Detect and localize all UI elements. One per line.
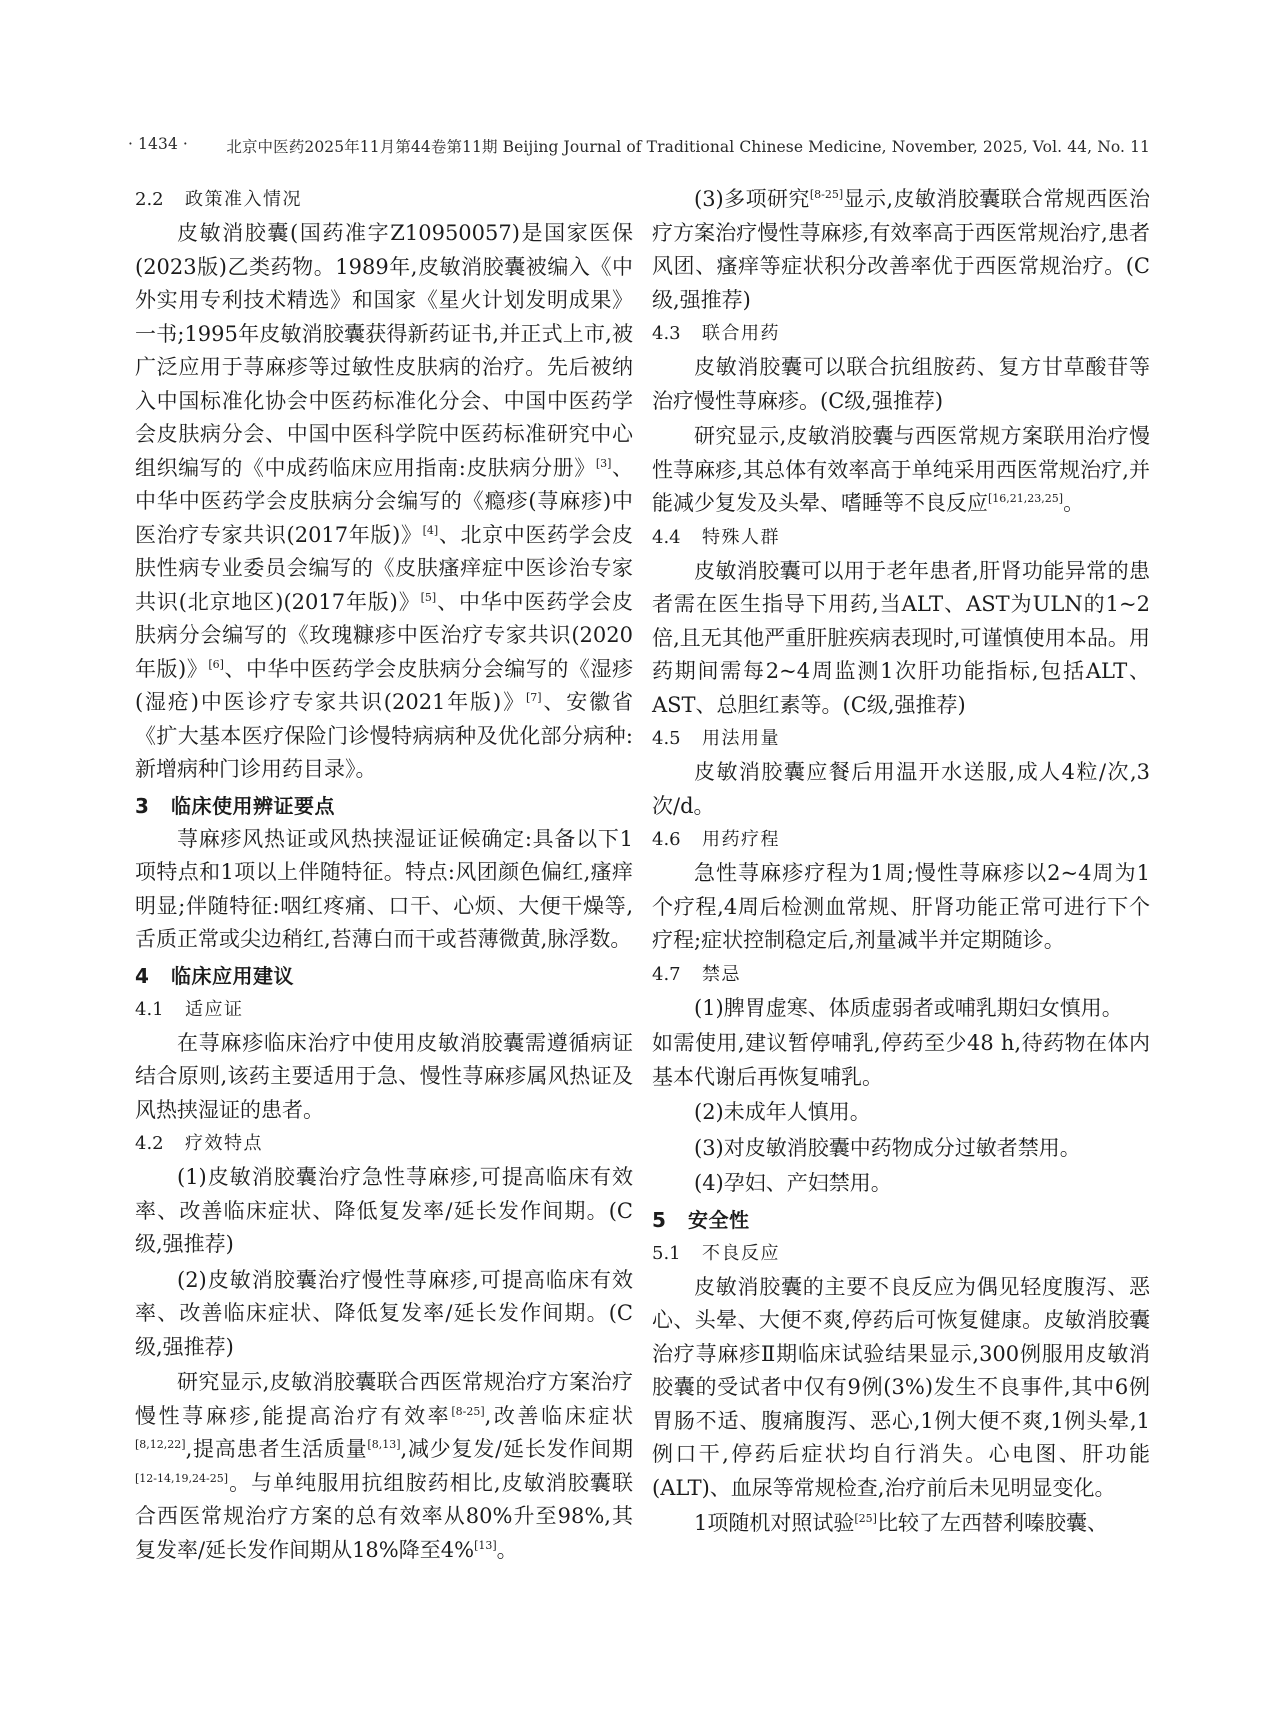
paragraph: 急性荨麻疹疗程为1周;慢性荨麻疹以2~4周为1个疗程,4周后检测血常规、肝肾功能正常可进行下个疗程;症状控制稳定后,剂量减半并定期随诊。 (652, 861, 1150, 952)
subsection-heading (652, 825, 1150, 855)
heading-number: 2.2 (135, 189, 164, 210)
paragraph: 1项随机对照试验[25]比较了左西替利嗪胶囊、 (694, 1511, 1108, 1535)
subsection-heading (652, 319, 1150, 349)
heading-number: 4.7 (652, 963, 681, 985)
subsection-heading (135, 185, 633, 215)
citation-ref: [16,21,23,25] (988, 492, 1064, 505)
section-heading (135, 959, 633, 993)
heading-text: 临床使用辨证要点 (171, 793, 335, 818)
citation-ref: [8,12,22] (135, 1438, 186, 1451)
citation-ref: [13] (474, 1538, 497, 1552)
paragraph: 皮敏消胶囊的主要不良反应为偶见轻度腹泻、恶心、头晕、大便不爽,停药后可恢复健康。皮敏消胶囊治疗荨麻疹Ⅱ期临床试验结果显示,300例服用皮敏消胶囊的受试者中仅有9例(3%)发生不良事件,其中6例胃肠不适、腹痛腹泻、恶心,1例大便不爽,1例头晕,1例口干,停药后症状均自行消失。心电图、肝功能(ALT)、血尿等常规检查,治疗前后未见明显变化。 (652, 1274, 1150, 1500)
heading-number: 4.5 (652, 728, 681, 749)
subsection-heading (652, 523, 1150, 553)
heading-number: 4.1 (135, 998, 164, 1020)
citation-ref: [6] (208, 657, 224, 671)
heading-number: 4.3 (652, 323, 681, 344)
subsection-heading (135, 995, 633, 1025)
paragraph: (3)对皮敏消胶囊中药物成分过敏者禁用。 (694, 1135, 1081, 1160)
paragraph: (3)多项研究[8-25]显示,皮敏消胶囊联合常规西医治疗方案治疗慢性荨麻疹,有效率高于西医常规治疗,患者风团、瘙痒等症状积分改善率优于西医常规治疗。(C级,强推荐) (652, 187, 1150, 312)
heading-number: 5.1 (652, 1242, 681, 1264)
heading-text: 临床应用建议 (171, 963, 294, 988)
heading-text: 禁忌 (702, 963, 741, 985)
paragraph: (2)未成年人慎用。 (694, 1100, 871, 1124)
paragraph: 皮敏消胶囊可以联合抗组胺药、复方甘草酸苷等治疗慢性荨麻疹。(C级,强推荐) (652, 355, 1150, 413)
subsection-heading (135, 1129, 633, 1159)
citation-ref: [7] (525, 691, 542, 704)
paragraph: 荨麻疹风热证或风热挟湿证证候确定:具备以下1项特点和1项以上伴随特征。特点:风团颜色偏红,瘙痒明显;伴随特征:咽红疼痛、口干、心烦、大便干燥等,舌质正常或尖边稍红,苔薄白而干或苔薄微黄,脉浮数。 (135, 826, 633, 951)
subsection-heading (652, 1239, 1150, 1269)
heading-text: 适应证 (185, 998, 244, 1020)
heading-number: 3 (135, 793, 150, 818)
paragraph: 研究显示,皮敏消胶囊与西医常规方案联用治疗慢性荨麻疹,其总体有效率高于单纯采用西医常规治疗,并能减少复发及头晕、嗜睡等不良反应[16,21,23,25]。 (652, 424, 1150, 515)
right-column (652, 183, 1150, 1543)
journal-info: 北京中医药2025年11月第44卷第11期 Beijing Journal of Traditional Chinese Medicine, November, 2025, Vol. 44, No. 11 (226, 138, 1150, 156)
citation-ref: [12-14,19,24-25] (135, 1471, 228, 1485)
heading-text: 不良反应 (702, 1242, 780, 1264)
heading-text: 用药疗程 (702, 829, 780, 850)
subsection-heading (652, 960, 1150, 990)
paragraph: 如需使用,建议暂停哺乳,停药至少48 h,待药物在体内基本代谢后再恢复哺乳。 (652, 1031, 1150, 1089)
citation-ref: [5] (420, 590, 437, 604)
page-number: · 1434 · (128, 135, 188, 153)
section-heading (135, 789, 633, 823)
heading-number: 4.2 (135, 1133, 164, 1154)
citation-ref: [8,13] (367, 1438, 401, 1451)
paragraph: (4)孕妇、产妇禁用。 (694, 1171, 892, 1195)
citation-ref: [25] (854, 1512, 877, 1525)
paragraph: (1)皮敏消胶囊治疗急性荨麻疹,可提高临床有效率、改善临床症状、降低复发率/延长发作间期。(C级,强推荐) (135, 1165, 633, 1256)
heading-number: 4.4 (652, 526, 681, 548)
running-header (128, 135, 1150, 165)
heading-text: 联合用药 (702, 323, 780, 344)
left-column (135, 183, 633, 1569)
section-heading (652, 1203, 1150, 1237)
paragraph: 研究显示,皮敏消胶囊联合西医常规治疗方案治疗慢性荨麻疹,能提高治疗有效率[8-25],改善临床症状[8,12,22],提高患者生活质量[8,13],减少复发/延长发作间期[12-14,19,24-25]。与单纯服用抗组胺药相比,皮敏消胶囊联合西医常规治疗方案的总有效率从80%升至98%,其复发率/延长发作间期从18%降至4%[13]。 (135, 1370, 633, 1562)
heading-number: 4.6 (652, 829, 681, 850)
citation-ref: [8-25] (809, 188, 844, 201)
heading-text: 政策准入情况 (185, 189, 302, 210)
heading-number: 4 (135, 963, 150, 988)
subsection-heading (652, 724, 1150, 754)
paragraph: 在荨麻疹临床治疗中使用皮敏消胶囊需遵循病证结合原则,该药主要适用于急、慢性荨麻疹属风热证及风热挟湿证的患者。 (135, 1030, 633, 1122)
heading-text: 特殊人群 (702, 526, 780, 548)
paragraph: 皮敏消胶囊应餐后用温开水送服,成人4粒/次,3次/d。 (652, 760, 1150, 818)
paragraph: (2)皮敏消胶囊治疗慢性荨麻疹,可提高临床有效率、改善临床症状、降低复发率/延长发作间期。(C级,强推荐) (135, 1267, 633, 1359)
citation-ref: [4] (422, 523, 439, 537)
heading-text: 安全性 (688, 1207, 750, 1232)
paragraph: 皮敏消胶囊(国药准字Z10950057)是国家医保(2023版)乙类药物。1989年,皮敏消胶囊被编入《中外实用专利技术精选》和国家《星火计划发明成果》一书;1995年皮敏消胶囊获得新药证书,并正式上市,被广泛应用于荨麻疹等过敏性皮肤病的治疗。先后被纳入中国标准化协会中医药标准化分会、中国中医药学会皮肤病分会、中国中医科学院中医药标准研究中心组织编写的《中成药临床应用指南:皮肤病分册》[3]、中华中医药学会皮肤病分会编写的《瘾疹(荨麻疹)中医治疗专家共识(2017年版)》[4]、北京中医药学会皮肤性病专业委员会编写的《皮肤瘙痒症中医诊治专家共识(北京地区)(2017年版)》[5]、中华中医药学会皮肤病分会编写的《玫瑰糠疹中医治疗专家共识(2020年版)》[6]、中华中医药学会皮肤病分会编写的《湿疹(湿疮)中医诊疗专家共识(2021年版)》[7]、安徽省《扩大基本医疗保险门诊慢特病病种及优化部分病种:新增病种门诊用药目录》。 (135, 221, 634, 781)
heading-number: 5 (652, 1207, 667, 1232)
paragraph: 皮敏消胶囊可以用于老年患者,肝肾功能异常的患者需在医生指导下用药,当ALT、AST为ULN的1~2倍,且无其他严重肝脏疾病表现时,可谨慎使用本品。用药期间需每2~4周监测1次肝功能指标,包括ALT、AST、总胆红素等。(C级,强推荐) (652, 558, 1150, 717)
heading-text: 用法用量 (702, 728, 780, 749)
paragraph: (1)脾胃虚寒、体质虚弱者或哺乳期妇女慎用。 (694, 995, 1123, 1020)
citation-ref: [8-25] (451, 1404, 485, 1418)
heading-text: 疗效特点 (185, 1133, 263, 1154)
citation-ref: [3] (595, 456, 612, 470)
